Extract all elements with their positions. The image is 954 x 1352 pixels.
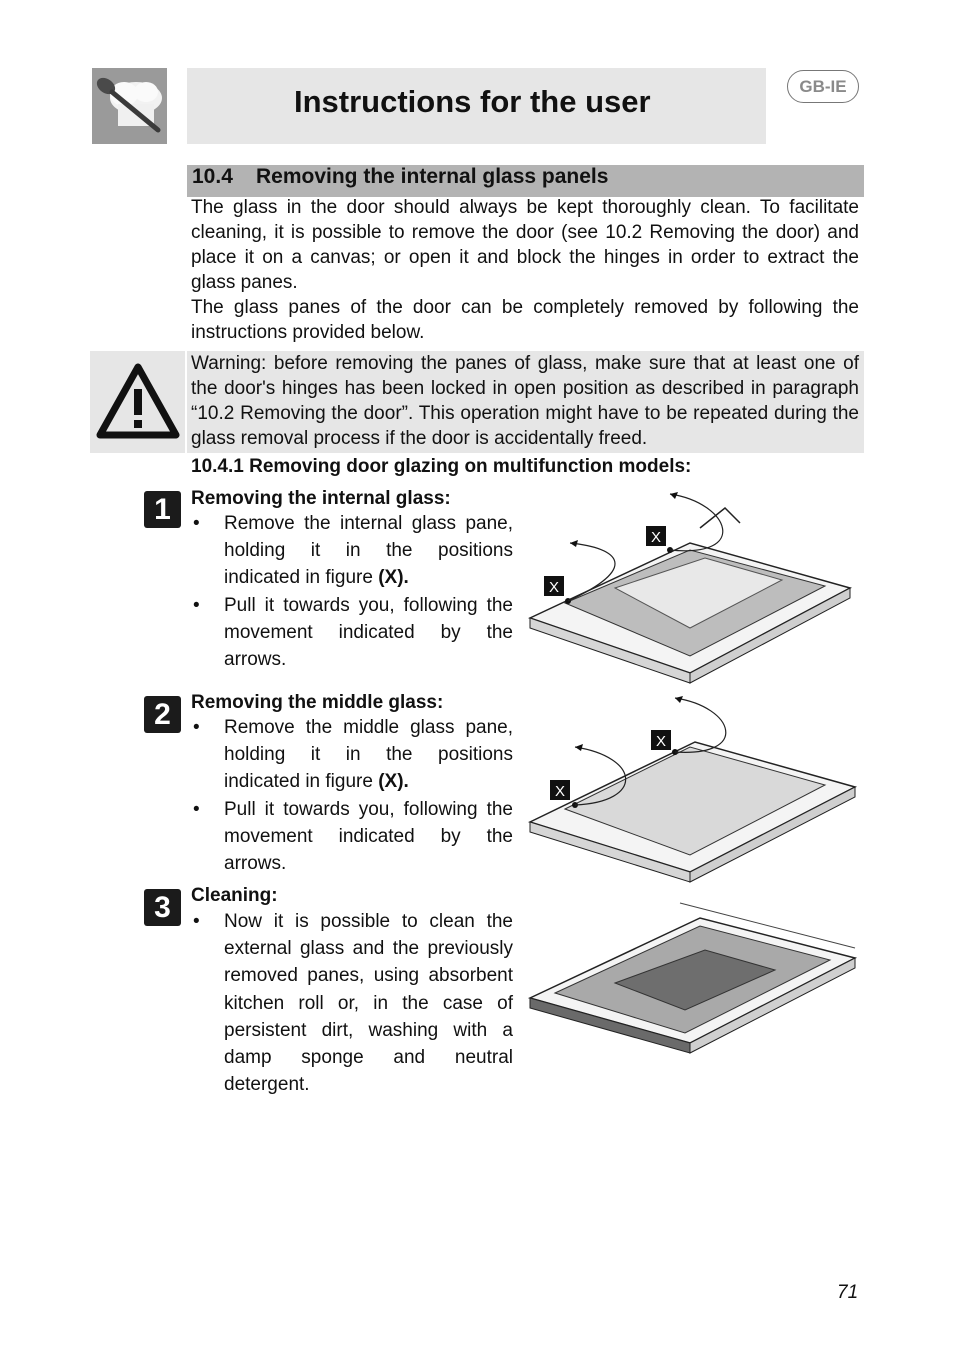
list-item (191, 714, 513, 796)
subsection-title: 10.4.1 Removing door glazing on multifunction models: (191, 456, 692, 477)
list-item (191, 908, 513, 1098)
language-badge: GB-IE (787, 70, 859, 103)
figure-internal-glass (520, 488, 865, 688)
bullet: • (193, 798, 200, 820)
step-2-title: Removing the middle glass: (191, 692, 444, 713)
bullet: • (193, 717, 200, 738)
list-item (191, 510, 513, 592)
marker-x-label: X (650, 529, 662, 546)
step-2-number: 2 (144, 696, 181, 733)
section-title: Removing the internal glass panels (256, 165, 609, 188)
spoon-chef-hat-icon (92, 68, 167, 144)
section-heading (187, 165, 864, 197)
brand-logo (92, 68, 167, 144)
marker-x-label: X (554, 783, 566, 800)
step-2-list (191, 714, 513, 877)
warning-text: Warning: before removing the panes of glass, make sure that at least one of the door's hinges has been locked in open position as described in paragraph “10.2 Removing the door”. This operation might have to be repeated during the glass removal process if the door is accidentally freed. (191, 353, 859, 449)
section-number: 10.4 (192, 165, 233, 188)
step-3-title: Cleaning: (191, 885, 278, 906)
page-number: 71 (837, 1282, 859, 1303)
bullet: • (193, 594, 200, 616)
list-item (191, 592, 513, 674)
marker-x-label: X (655, 733, 667, 750)
figure-middle-glass (520, 692, 865, 887)
bullet-text: Pull it towards you, following the movement indicated by the arrows. (224, 594, 513, 671)
bullet-text: Pull it towards you, following the movement indicated by the arrows. (224, 798, 513, 875)
step-1-title: Removing the internal glass: (191, 488, 451, 509)
bullet-bold-text: (X). (378, 771, 409, 793)
step-1-list (191, 510, 513, 673)
marker-x-label: X (548, 579, 560, 596)
figure-cleaning (520, 888, 865, 1060)
step-3-list (191, 908, 513, 1098)
bullet-bold-text: (X). (378, 567, 409, 589)
bullet-text: Remove the internal glass pane, holding it in the positions indicated in figure (224, 513, 513, 589)
bullet-text: Remove the middle glass pane, holding it in the positions indicated in figure (224, 717, 513, 793)
page-title: Instructions for the user (294, 84, 651, 119)
intro-paragraph-1: The glass in the door should always be kept thoroughly clean. To facilitate cleaning, it is possible to remove the door (see 10.2 Removing the door) and place it on a canvas; or open it and block the hinges in order to extract the glass panes. (191, 197, 859, 293)
bullet: • (193, 911, 200, 932)
list-item (191, 796, 513, 878)
step-3-number: 3 (144, 889, 181, 926)
header-bar (187, 68, 766, 144)
bullet-text: Now it is possible to clean the external glass and the previously removed panes, using absorbent kitchen roll or, in the case of persistent dirt, washing with a damp sponge and neutral detergent. (224, 911, 513, 1096)
bullet: • (193, 513, 200, 534)
warning-box (187, 351, 864, 453)
warning-icon-box (90, 351, 185, 453)
intro-paragraph-2: The glass panes of the door can be completely removed by following the instructions provided below. (191, 297, 859, 343)
step-1-number: 1 (144, 491, 181, 528)
warning-triangle-icon (90, 351, 185, 453)
